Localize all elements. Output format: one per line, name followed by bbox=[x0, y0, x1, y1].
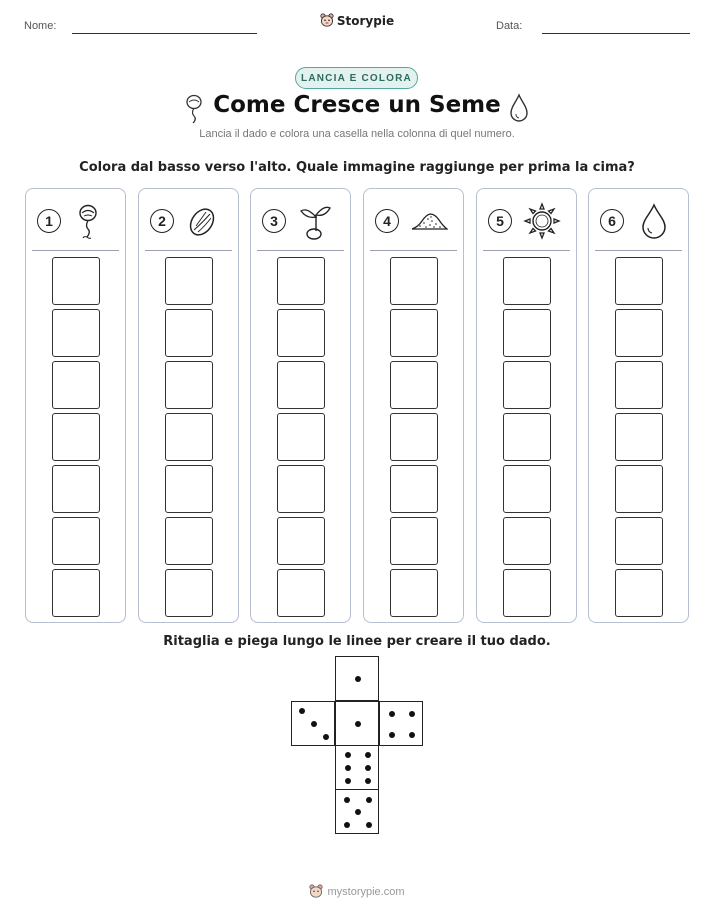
footer-url: mystorypie.com bbox=[327, 885, 405, 898]
color-box[interactable] bbox=[615, 413, 663, 461]
water-drop-title-icon bbox=[508, 92, 530, 124]
die-pip bbox=[323, 734, 329, 740]
color-box[interactable] bbox=[615, 309, 663, 357]
page-subtitle: Lancia il dado e colora una casella nella colonna di quel numero. bbox=[199, 128, 515, 140]
color-box[interactable] bbox=[390, 309, 438, 357]
color-box[interactable] bbox=[165, 465, 213, 513]
seedling-icon bbox=[297, 201, 335, 241]
column-number: 1 bbox=[37, 209, 61, 233]
soil-pile-icon bbox=[410, 201, 448, 241]
brand-logo bbox=[0, 13, 714, 28]
die-pip bbox=[344, 797, 350, 803]
color-box[interactable] bbox=[52, 361, 100, 409]
die-pip bbox=[365, 778, 371, 784]
sun-icon bbox=[523, 201, 561, 241]
color-box[interactable] bbox=[165, 257, 213, 305]
dice-column-5 bbox=[476, 188, 577, 623]
column-divider bbox=[595, 250, 682, 251]
column-divider bbox=[257, 250, 344, 251]
color-box[interactable] bbox=[615, 569, 663, 617]
date-label: Data: bbox=[496, 20, 523, 32]
color-box[interactable] bbox=[277, 465, 325, 513]
color-box[interactable] bbox=[165, 309, 213, 357]
dice-column-2 bbox=[138, 188, 239, 623]
die-pip bbox=[365, 765, 371, 771]
color-box[interactable] bbox=[615, 361, 663, 409]
color-box[interactable] bbox=[615, 465, 663, 513]
column-header bbox=[589, 189, 688, 249]
column-divider bbox=[145, 250, 232, 251]
column-divider bbox=[32, 250, 119, 251]
color-box[interactable] bbox=[503, 465, 551, 513]
die-pip bbox=[409, 732, 415, 738]
seed-icon bbox=[185, 201, 223, 241]
page-title: Come Cresce un Seme bbox=[213, 92, 501, 118]
color-box[interactable] bbox=[503, 361, 551, 409]
die-pip bbox=[355, 721, 361, 727]
color-box[interactable] bbox=[277, 257, 325, 305]
die-face-1 bbox=[335, 656, 379, 701]
die-pip bbox=[389, 732, 395, 738]
activity-badge: LANCIA E COLORA bbox=[295, 67, 418, 89]
cut-instruction: Ritaglia e piega lungo le linee per creare il tuo dado. bbox=[163, 634, 551, 649]
color-box[interactable] bbox=[503, 517, 551, 565]
die-face-4 bbox=[379, 701, 423, 746]
die-pip bbox=[355, 809, 361, 815]
color-box[interactable] bbox=[390, 361, 438, 409]
storypie-footer-mascot-icon bbox=[309, 884, 323, 899]
color-box[interactable] bbox=[615, 257, 663, 305]
column-number: 6 bbox=[600, 209, 624, 233]
die-pip bbox=[299, 708, 305, 714]
column-header bbox=[477, 189, 576, 249]
color-box[interactable] bbox=[615, 517, 663, 565]
die-pip bbox=[389, 711, 395, 717]
die-pip bbox=[344, 822, 350, 828]
color-box[interactable] bbox=[390, 413, 438, 461]
color-box[interactable] bbox=[165, 413, 213, 461]
color-box[interactable] bbox=[52, 517, 100, 565]
column-header bbox=[26, 189, 125, 249]
water-drop-icon bbox=[635, 201, 673, 241]
die-pip bbox=[345, 765, 351, 771]
die-pip bbox=[366, 822, 372, 828]
column-divider bbox=[370, 250, 457, 251]
die-pip bbox=[311, 721, 317, 727]
color-box[interactable] bbox=[277, 361, 325, 409]
brand-name: Storypie bbox=[336, 13, 395, 28]
dice-column-6 bbox=[588, 188, 689, 623]
column-number: 5 bbox=[488, 209, 512, 233]
column-header bbox=[364, 189, 463, 249]
color-box[interactable] bbox=[503, 257, 551, 305]
column-header bbox=[251, 189, 350, 249]
storypie-mascot-icon bbox=[320, 13, 334, 28]
color-box[interactable] bbox=[390, 465, 438, 513]
color-box[interactable] bbox=[52, 257, 100, 305]
die-pip bbox=[409, 711, 415, 717]
footer bbox=[0, 884, 714, 899]
color-box[interactable] bbox=[165, 361, 213, 409]
color-box[interactable] bbox=[390, 257, 438, 305]
sprouting-seed-icon bbox=[72, 201, 110, 241]
column-number: 2 bbox=[150, 209, 174, 233]
color-box[interactable] bbox=[52, 465, 100, 513]
dice-column-3 bbox=[250, 188, 351, 623]
date-line bbox=[542, 33, 690, 34]
color-box[interactable] bbox=[503, 309, 551, 357]
color-box[interactable] bbox=[165, 569, 213, 617]
color-box[interactable] bbox=[165, 517, 213, 565]
die-face-6 bbox=[335, 745, 379, 790]
column-divider bbox=[483, 250, 570, 251]
color-box[interactable] bbox=[503, 569, 551, 617]
name-line bbox=[72, 33, 257, 34]
die-face-5 bbox=[335, 789, 379, 834]
column-header bbox=[139, 189, 238, 249]
color-box[interactable] bbox=[503, 413, 551, 461]
die-pip bbox=[365, 752, 371, 758]
color-box[interactable] bbox=[52, 569, 100, 617]
column-number: 4 bbox=[375, 209, 399, 233]
name-label: Nome: bbox=[24, 20, 57, 32]
column-number: 3 bbox=[262, 209, 286, 233]
die-pip bbox=[355, 676, 361, 682]
color-box[interactable] bbox=[52, 413, 100, 461]
die-pip bbox=[345, 752, 351, 758]
color-box[interactable] bbox=[390, 517, 438, 565]
die-pip bbox=[345, 778, 351, 784]
color-box[interactable] bbox=[277, 517, 325, 565]
dice-column-1 bbox=[25, 188, 126, 623]
color-box[interactable] bbox=[277, 413, 325, 461]
color-box[interactable] bbox=[277, 309, 325, 357]
die-pip bbox=[366, 797, 372, 803]
color-box[interactable] bbox=[390, 569, 438, 617]
color-box[interactable] bbox=[52, 309, 100, 357]
die-face-3 bbox=[291, 701, 335, 746]
die-face-1 bbox=[335, 701, 379, 746]
dice-column-4 bbox=[363, 188, 464, 623]
coloring-instruction: Colora dal basso verso l'alto. Quale immagine raggiunge per prima la cima? bbox=[79, 160, 635, 175]
color-box[interactable] bbox=[277, 569, 325, 617]
